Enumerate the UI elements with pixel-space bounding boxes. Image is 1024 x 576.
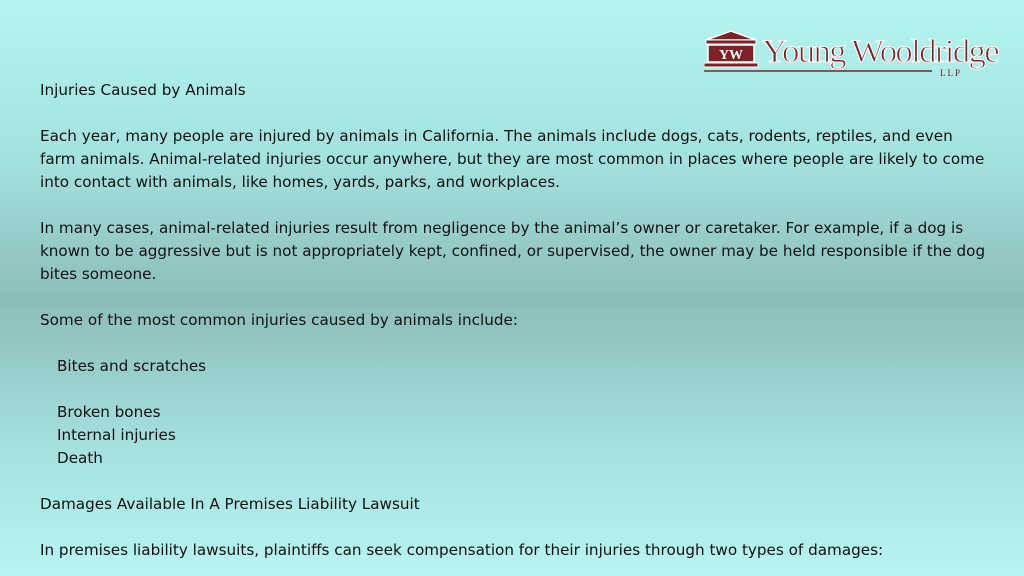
list-item: Broken bones: [57, 403, 161, 421]
list-item: Internal injuries: [57, 426, 176, 444]
document-heading: Injuries Caused by Animals: [40, 81, 246, 99]
list-item: Death: [57, 449, 103, 467]
logo-brand-text: Young Wooldridge: [762, 34, 1000, 70]
paragraph-damages: In premises liability lawsuits, plaintiffs can seek compensation for their injuries through two types of damages:: [40, 541, 884, 559]
paragraph-animal-injuries: Each year, many people are injured by animals in California. The animals include dogs, cats, rodents, reptiles, and even farm animals. Animal-related injuries occur anywhere, but they are most common in places where people are likely to come into contact with animals, like homes, yards, parks, and workplaces.: [40, 127, 985, 191]
document-body: [40, 79, 990, 562]
document-subheading: Damages Available In A Premises Liability Lawsuit: [40, 495, 420, 513]
list-item: Bites and scratches: [57, 357, 207, 375]
building-icon: [704, 31, 758, 67]
logo-graphic: [704, 30, 1002, 84]
paragraph-negligence: In many cases, animal-related injuries result from negligence by the animal’s owner or caretaker. For example, if a dog is known to be aggressive but is not appropriately kept, confined, or supervised, the owner may be held responsible if the dog bites someone.: [40, 219, 986, 283]
logo-mark-text: YW: [718, 48, 744, 63]
logo-suffix-text: LLP: [940, 68, 963, 78]
list-intro: Some of the most common injuries caused by animals include:: [40, 311, 518, 329]
young-wooldridge-logo: [704, 30, 1002, 84]
